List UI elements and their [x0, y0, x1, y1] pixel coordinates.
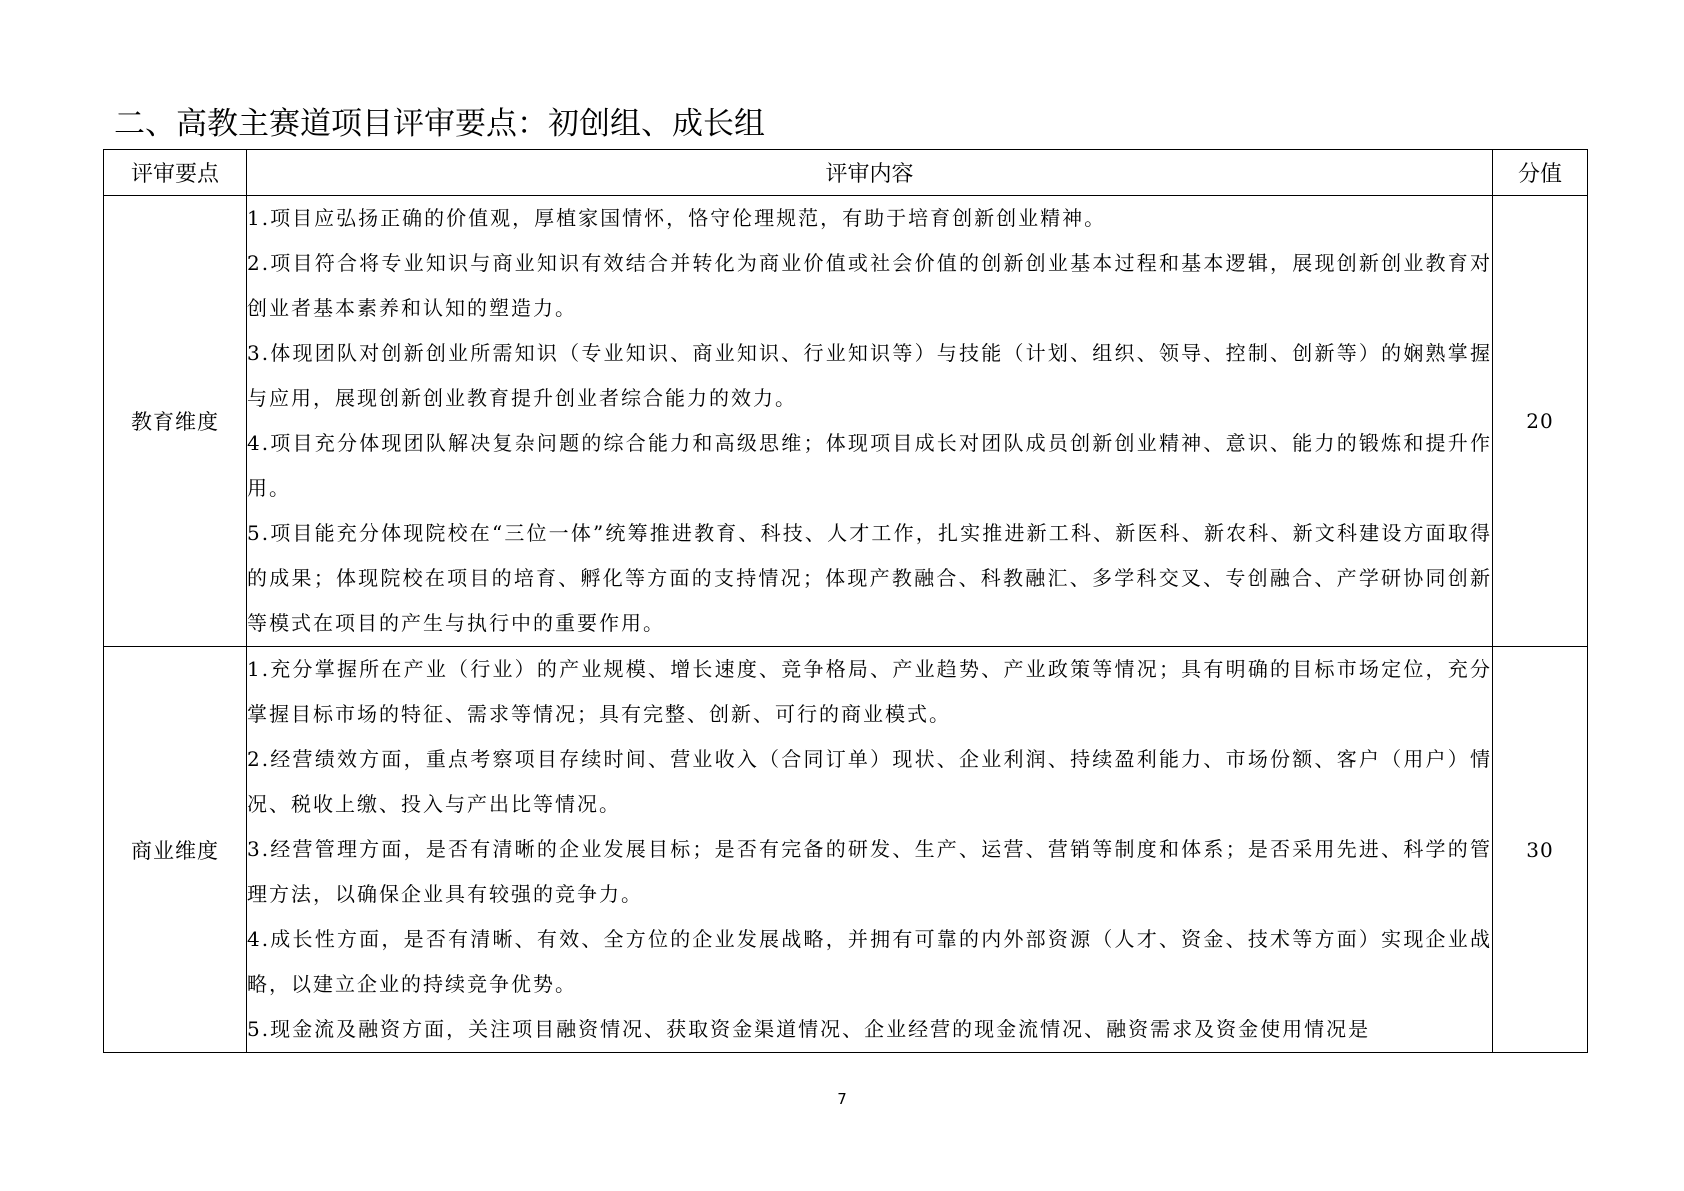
table-row [104, 196, 1588, 647]
header-criterion: 评审要点 [104, 150, 247, 196]
section-heading: 二、高教主赛道项目评审要点：初创组、成长组 [114, 106, 765, 142]
content-item: 1.充分掌握所在产业（行业）的产业规模、增长速度、竞争格局、产业趋势、产业政策等情况；具有明确的目标市场定位，充分掌握目标市场的特征、需求等情况；具有完整、创新、可行的商业模式。 [247, 657, 1492, 726]
content-item: 1.项目应弘扬正确的价值观，厚植家国情怀，恪守伦理规范，有助于培育创新创业精神。 [247, 206, 1107, 230]
content-cell [247, 647, 1493, 1053]
score-cell: 20 [1493, 196, 1588, 647]
score-cell: 30 [1493, 647, 1588, 1053]
page-number: 7 [837, 1090, 847, 1108]
content-cell [247, 196, 1493, 647]
review-criteria-table [103, 149, 1588, 1053]
content-item: 3.经营管理方面，是否有清晰的企业发展目标；是否有完备的研发、生产、运营、营销等制度和体系；是否采用先进、科学的管理方法，以确保企业具有较强的竞争力。 [247, 837, 1492, 906]
content-item: 2.经营绩效方面，重点考察项目存续时间、营业收入（合同订单）现状、企业利润、持续盈利能力、市场份额、客户（用户）情况、税收上缴、投入与产出比等情况。 [247, 747, 1492, 816]
criterion-cell: 商业维度 [104, 647, 247, 1053]
content-item: 2.项目符合将专业知识与商业知识有效结合并转化为商业价值或社会价值的创新创业基本过程和基本逻辑，展现创新创业教育对创业者基本素养和认知的塑造力。 [247, 251, 1492, 320]
table-header-row [104, 150, 1588, 196]
content-item: 3.体现团队对创新创业所需知识（专业知识、商业知识、行业知识等）与技能（计划、组织、领导、控制、创新等）的娴熟掌握与应用，展现创新创业教育提升创业者综合能力的效力。 [247, 341, 1492, 410]
header-content: 评审内容 [247, 150, 1493, 196]
criterion-cell: 教育维度 [104, 196, 247, 647]
content-item: 5.项目能充分体现院校在“三位一体”统筹推进教育、科技、人才工作，扎实推进新工科、新医科、新农科、新文科建设方面取得的成果；体现院校在项目的培育、孵化等方面的支持情况；体现产教融合、科教融汇、多学科交叉、专创融合、产学研协同创新等模式在项目的产生与执行中的重要作用。 [247, 521, 1492, 635]
content-item: 4.项目充分体现团队解决复杂问题的综合能力和高级思维；体现项目成长对团队成员创新创业精神、意识、能力的锻炼和提升作用。 [247, 431, 1492, 500]
content-item: 4.成长性方面，是否有清晰、有效、全方位的企业发展战略，并拥有可靠的内外部资源（人才、资金、技术等方面）实现企业战略，以建立企业的持续竞争优势。 [247, 927, 1492, 996]
content-item: 5.现金流及融资方面，关注项目融资情况、获取资金渠道情况、企业经营的现金流情况、融资需求及资金使用情况是 [247, 1017, 1371, 1041]
header-score: 分值 [1493, 150, 1588, 196]
table-row [104, 647, 1588, 1053]
